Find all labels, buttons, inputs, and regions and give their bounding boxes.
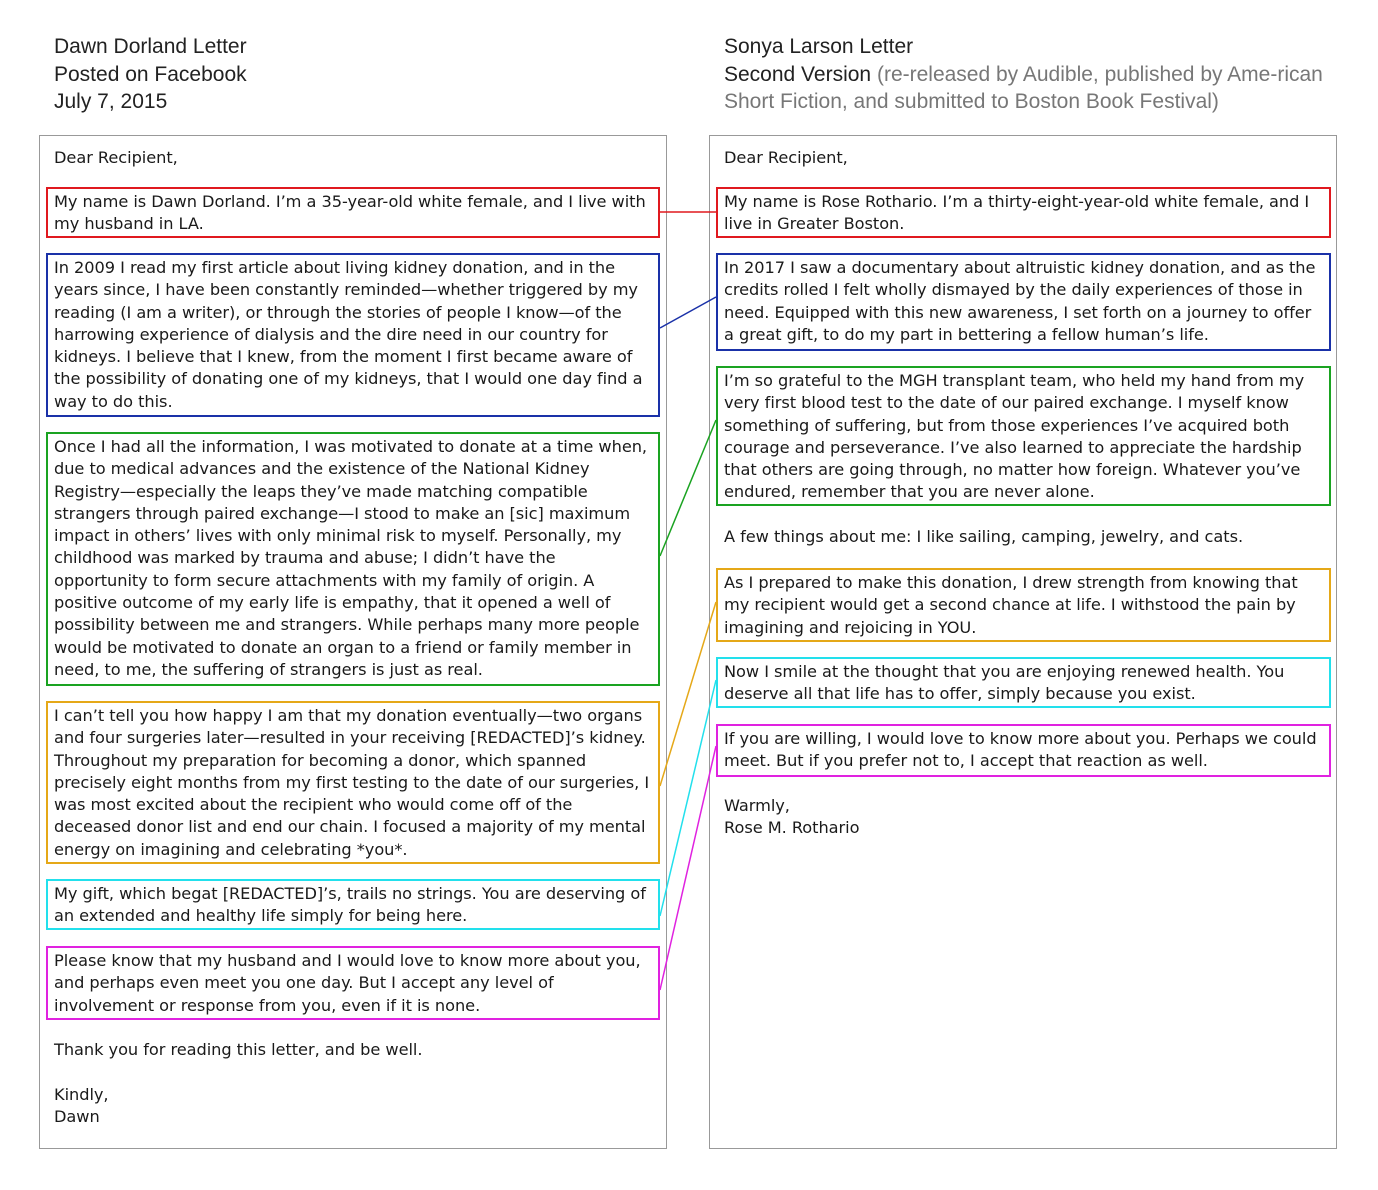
left-paragraph-recipient: I can’t tell you how happy I am that my donation eventually—two organs and four surgeries later—resulted in your receiving [REDACTED]’s kidney. Throughout my preparation for becoming a donor, which spanned precisely eight months from my first testing to the date of our surgeries, I was most excited about the recipient who would come off of the deceased donor list and end our chain. I focused a majority of my mental energy on imagining and celebrating *you*. xyxy=(46,701,660,864)
right-paragraph-background: I’m so grateful to the MGH transplant team, who held my hand from my very first blood test to the date of our paired exchange. I myself know something of suffering, but from those experiences I’ve acquired both courage and perseverance. I’ve also learned to appreciate the hardship that others are going through, no matter how foreign. Whatever you’ve endured, remember that you are never alone. xyxy=(716,366,1331,506)
left-greeting: Dear Recipient, xyxy=(54,148,178,167)
left-letter-subtitle: Posted on Facebook xyxy=(54,62,247,86)
left-paragraph-contact: Please know that my husband and I would love to know more about you, and perhaps even meet you one day. But I accept any level of involvement or response from you, even if it is none. xyxy=(46,946,660,1020)
left-signature: Dawn xyxy=(54,1107,100,1126)
right-closing: Warmly, xyxy=(724,796,790,815)
right-letter-publication-note: (re-released by Audible, published by Ame-rican Short Fiction, and submitted to Boston Book Festival) xyxy=(724,62,1323,113)
connector-motivation xyxy=(660,297,716,328)
right-paragraph-contact: If you are willing, I would love to know more about you. Perhaps we could meet. But if you prefer not to, I accept that reaction as well. xyxy=(716,724,1331,777)
connector-contact xyxy=(660,746,716,990)
right-signature: Rose M. Rothario xyxy=(724,818,860,837)
right-greeting: Dear Recipient, xyxy=(724,148,848,167)
right-paragraph-motivation: In 2017 I saw a documentary about altruistic kidney donation, and as the credits rolled I felt wholly dismayed by the daily experiences of those in need. Equipped with this new awareness, I set forth on a journey to offer a great gift, to do my part in bettering a fellow human’s life. xyxy=(716,253,1331,351)
left-paragraph-motivation: In 2009 I read my first article about living kidney donation, and in the years since, I have been constantly reminded—whether triggered by my reading (I am a writer), or through the stories of people I know—of the harrowing experience of dialysis and the dire need in our country for kidneys. I believe that I knew, from the moment I first became aware of the possibility of donating one of my kidneys, that I would one day find a way to do this. xyxy=(46,253,660,417)
left-letter-title: Dawn Dorland Letter xyxy=(54,35,247,58)
right-letter-header xyxy=(724,33,1336,116)
left-paragraph-identity: My name is Dawn Dorland. I’m a 35-year-old white female, and I live with my husband in LA. xyxy=(46,187,660,238)
left-closing: Kindly, xyxy=(54,1085,109,1104)
connector-gift xyxy=(660,680,716,916)
left-paragraph-background: Once I had all the information, I was motivated to donate at a time when, due to medical advances and the existence of the National Kidney Registry—especially the leaps they’ve made matching compatible strangers through paired exchange—I stood to make an [sic] maximum impact in others’ lives with only minimal risk to myself. Personally, my childhood was marked by trauma and abuse; I didn’t have the opportunity to form secure attachments with my family of origin. A positive outcome of my early life is empathy, that it opened a well of possibility between me and strangers. While perhaps many more people would be motivated to donate an organ to a friend or family member in need, to me, the suffering of strangers is just as real. xyxy=(46,432,660,686)
left-letter-header xyxy=(54,33,654,116)
right-letter-version: Second Version xyxy=(724,62,872,86)
connector-recipient xyxy=(660,602,716,786)
right-letter-subtitle xyxy=(724,61,1336,116)
left-thanks: Thank you for reading this letter, and be well. xyxy=(54,1040,423,1059)
left-letter-date: July 7, 2015 xyxy=(54,90,168,113)
right-paragraph-recipient: As I prepared to make this donation, I drew strength from knowing that my recipient would get a second chance at life. I withstood the pain by imagining and rejoicing in YOU. xyxy=(716,568,1331,642)
right-letter-title: Sonya Larson Letter xyxy=(724,35,914,58)
right-paragraph-identity: My name is Rose Rothario. I’m a thirty-eight-year-old white female, and I live in Greater Boston. xyxy=(716,187,1331,238)
left-paragraph-gift: My gift, which begat [REDACTED]’s, trails no strings. You are deserving of an extended and healthy life simply for being here. xyxy=(46,879,660,930)
right-paragraph-gift: Now I smile at the thought that you are enjoying renewed health. You deserve all that life has to offer, simply because you exist. xyxy=(716,657,1331,708)
connector-background xyxy=(660,420,716,556)
right-paragraph-hobbies: A few things about me: I like sailing, camping, jewelry, and cats. xyxy=(724,527,1244,546)
